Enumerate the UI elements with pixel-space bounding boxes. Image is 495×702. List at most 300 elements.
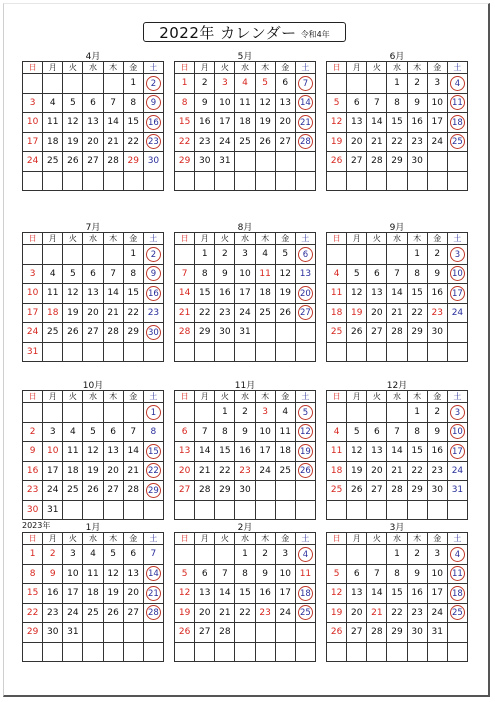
day-cell xyxy=(255,342,275,362)
day-cell xyxy=(83,481,103,501)
circled-day: 1 xyxy=(146,405,161,420)
day-cell xyxy=(327,93,347,113)
day-cell xyxy=(347,74,367,94)
circled-day: 18 xyxy=(298,586,313,601)
day-number: 30 xyxy=(198,156,211,167)
day-number: 27 xyxy=(371,327,383,338)
day-cell xyxy=(295,323,315,343)
day-cell xyxy=(43,342,63,362)
day-cell xyxy=(143,403,163,423)
day-number: 27 xyxy=(350,627,363,638)
month-label: 4月 xyxy=(85,52,101,62)
day-number: 22 xyxy=(239,607,251,618)
day-number: 26 xyxy=(350,327,363,338)
month-label: 8月 xyxy=(237,223,253,233)
day-cell xyxy=(275,323,295,343)
day-number: 8 xyxy=(150,426,157,437)
day-number: 13 xyxy=(371,288,383,299)
day-cell xyxy=(83,442,103,462)
weekday-header: 水 xyxy=(387,233,407,245)
day-number: 17 xyxy=(46,465,59,476)
title-sub: 令和4年 xyxy=(300,29,330,39)
day-number: 2 xyxy=(434,407,441,418)
circled-day: 3 xyxy=(450,247,465,262)
weekday-header: 日 xyxy=(175,233,195,245)
day-cell xyxy=(103,152,123,172)
weekday-header: 木 xyxy=(255,533,275,545)
day-cell xyxy=(347,245,367,265)
day-number: 18 xyxy=(46,307,59,318)
day-number: 7 xyxy=(201,426,208,437)
day-number: 23 xyxy=(431,465,443,476)
day-cell xyxy=(275,303,295,323)
day-cell xyxy=(63,422,83,442)
day-cell xyxy=(215,642,235,662)
weekday-header: 火 xyxy=(63,62,83,74)
day-number: 30 xyxy=(431,485,443,496)
day-cell xyxy=(143,623,163,643)
day-cell xyxy=(327,642,347,662)
day-cell xyxy=(275,603,295,623)
circled-day: 26 xyxy=(298,463,313,478)
weekday-header: 日 xyxy=(327,233,347,245)
day-number: 3 xyxy=(262,407,268,418)
day-cell xyxy=(447,545,467,565)
week-row xyxy=(175,564,316,584)
day-cell xyxy=(175,342,195,362)
day-cell xyxy=(103,323,123,343)
weekday-header: 日 xyxy=(23,62,43,74)
weekday-header: 月 xyxy=(195,233,215,245)
day-cell xyxy=(195,74,215,94)
day-cell xyxy=(103,603,123,623)
day-number: 22 xyxy=(219,465,231,476)
day-cell xyxy=(295,545,315,565)
day-cell xyxy=(143,481,163,501)
day-cell xyxy=(447,403,467,423)
weekday-header: 木 xyxy=(407,533,427,545)
circled-day: 9 xyxy=(146,266,161,281)
day-cell xyxy=(175,403,195,423)
weekday-header-row xyxy=(23,391,164,403)
day-cell xyxy=(447,603,467,623)
day-number: 26 xyxy=(87,485,99,496)
day-cell xyxy=(275,500,295,520)
day-cell xyxy=(195,171,215,191)
day-number: 17 xyxy=(219,117,231,128)
weekday-header: 木 xyxy=(255,62,275,74)
day-number: 26 xyxy=(350,485,363,496)
weekday-header: 金 xyxy=(123,533,143,545)
day-number: 10 xyxy=(26,117,39,128)
circled-day: 21 xyxy=(298,115,313,130)
day-cell xyxy=(123,74,143,94)
day-cell xyxy=(143,113,163,133)
week-row xyxy=(23,323,164,343)
day-number: 20 xyxy=(87,136,99,147)
day-number: 12 xyxy=(87,446,99,457)
circled-day: 22 xyxy=(146,463,161,478)
day-cell xyxy=(175,545,195,565)
day-number: 31 xyxy=(67,627,79,638)
day-number: 19 xyxy=(67,307,79,318)
day-cell xyxy=(447,481,467,501)
day-cell xyxy=(43,132,63,152)
week-row xyxy=(175,603,316,623)
day-cell xyxy=(215,403,235,423)
day-cell xyxy=(255,403,275,423)
day-number: 3 xyxy=(434,78,441,89)
day-cell xyxy=(23,603,43,623)
day-number: 4 xyxy=(90,549,96,560)
day-number: 19 xyxy=(178,607,191,618)
day-cell xyxy=(255,132,275,152)
circled-day: 7 xyxy=(298,76,313,91)
month-label: 12月 xyxy=(386,381,408,391)
day-cell xyxy=(123,284,143,304)
day-cell xyxy=(215,584,235,604)
day-number: 8 xyxy=(394,568,400,579)
day-number: 2 xyxy=(262,549,268,560)
month-calendar xyxy=(22,52,164,191)
day-number: 9 xyxy=(434,268,441,279)
day-cell xyxy=(427,545,447,565)
day-cell xyxy=(387,403,407,423)
day-number: 16 xyxy=(411,588,423,599)
day-number: 29 xyxy=(198,327,211,338)
day-cell xyxy=(143,74,163,94)
weekday-header: 土 xyxy=(143,533,163,545)
day-cell xyxy=(143,342,163,362)
weekday-header: 日 xyxy=(327,533,347,545)
day-number: 3 xyxy=(29,268,36,279)
day-number: 28 xyxy=(127,485,139,496)
day-cell xyxy=(327,442,347,462)
day-number: 3 xyxy=(221,78,228,89)
day-number: 5 xyxy=(69,268,76,279)
day-cell xyxy=(195,422,215,442)
day-cell xyxy=(427,500,447,520)
day-cell xyxy=(83,342,103,362)
day-cell xyxy=(327,342,347,362)
day-cell xyxy=(387,545,407,565)
weekday-header: 土 xyxy=(143,391,163,403)
day-cell xyxy=(123,113,143,133)
circled-day: 2 xyxy=(146,247,161,262)
day-number: 25 xyxy=(239,136,251,147)
month-table xyxy=(326,390,468,520)
day-cell xyxy=(235,500,255,520)
day-cell xyxy=(427,171,447,191)
day-cell xyxy=(215,603,235,623)
day-cell xyxy=(347,113,367,133)
day-cell xyxy=(103,481,123,501)
day-cell xyxy=(23,113,43,133)
day-cell xyxy=(367,303,387,323)
day-cell xyxy=(83,93,103,113)
day-number: 4 xyxy=(49,97,56,108)
day-cell xyxy=(275,342,295,362)
week-row xyxy=(23,403,164,423)
day-cell xyxy=(195,642,215,662)
month-table xyxy=(326,532,468,662)
day-cell xyxy=(427,481,447,501)
weekday-header: 日 xyxy=(327,62,347,74)
day-cell xyxy=(255,303,275,323)
month-table xyxy=(174,61,316,191)
day-number: 9 xyxy=(49,568,56,579)
day-number: 29 xyxy=(178,156,191,167)
month-calendar xyxy=(22,521,164,662)
day-cell xyxy=(235,442,255,462)
day-number: 6 xyxy=(353,568,360,579)
day-cell xyxy=(195,323,215,343)
month-label: 1月 xyxy=(85,523,101,533)
weekday-header: 金 xyxy=(427,62,447,74)
day-number: 1 xyxy=(130,78,137,89)
day-number: 8 xyxy=(130,268,137,279)
day-cell xyxy=(427,603,447,623)
day-cell xyxy=(407,303,427,323)
day-cell xyxy=(103,545,123,565)
day-number: 13 xyxy=(371,446,383,457)
day-cell xyxy=(83,500,103,520)
day-number: 24 xyxy=(26,327,39,338)
day-cell xyxy=(195,481,215,501)
day-cell xyxy=(63,113,83,133)
weekday-header: 金 xyxy=(123,391,143,403)
day-cell xyxy=(235,284,255,304)
month-calendar xyxy=(326,523,468,662)
day-cell xyxy=(63,564,83,584)
day-cell xyxy=(367,171,387,191)
day-cell xyxy=(407,171,427,191)
day-cell xyxy=(123,323,143,343)
day-cell xyxy=(215,442,235,462)
day-cell xyxy=(123,623,143,643)
day-cell xyxy=(215,303,235,323)
circled-day: 25 xyxy=(450,134,465,149)
day-cell xyxy=(387,422,407,442)
day-cell xyxy=(447,323,467,343)
week-row xyxy=(175,303,316,323)
day-number: 15 xyxy=(198,288,211,299)
day-cell xyxy=(123,342,143,362)
day-cell xyxy=(447,584,467,604)
day-cell xyxy=(407,323,427,343)
circled-day: 4 xyxy=(450,76,465,91)
day-cell xyxy=(235,422,255,442)
month-calendar xyxy=(174,523,316,662)
day-cell xyxy=(387,245,407,265)
day-cell xyxy=(195,284,215,304)
day-cell xyxy=(387,113,407,133)
day-cell xyxy=(407,245,427,265)
day-number: 20 xyxy=(107,465,119,476)
day-number: 9 xyxy=(29,446,36,457)
day-cell xyxy=(295,422,315,442)
day-number: 2 xyxy=(414,549,420,560)
day-cell xyxy=(407,481,427,501)
day-number: 12 xyxy=(330,588,343,599)
day-cell xyxy=(103,264,123,284)
day-number: 6 xyxy=(181,426,188,437)
day-cell xyxy=(327,422,347,442)
circled-day: 10 xyxy=(450,424,465,439)
day-cell xyxy=(387,152,407,172)
week-row xyxy=(175,442,316,462)
circled-day: 6 xyxy=(298,247,313,262)
week-row xyxy=(23,171,164,191)
day-cell xyxy=(43,500,63,520)
week-row xyxy=(327,323,468,343)
day-number: 24 xyxy=(67,607,79,618)
day-cell xyxy=(195,623,215,643)
day-cell xyxy=(123,603,143,623)
weekday-header: 月 xyxy=(347,62,367,74)
day-cell xyxy=(387,584,407,604)
day-cell xyxy=(235,74,255,94)
week-row xyxy=(327,403,468,423)
day-number: 11 xyxy=(46,117,59,128)
day-cell xyxy=(23,403,43,423)
week-row xyxy=(23,461,164,481)
day-cell xyxy=(143,284,163,304)
week-row xyxy=(327,152,468,172)
day-number: 12 xyxy=(350,446,363,457)
day-cell xyxy=(387,461,407,481)
day-cell xyxy=(143,171,163,191)
day-cell xyxy=(63,603,83,623)
day-cell xyxy=(83,284,103,304)
day-number: 14 xyxy=(107,117,119,128)
day-number: 30 xyxy=(219,327,231,338)
day-cell xyxy=(327,264,347,284)
day-number: 4 xyxy=(69,426,76,437)
day-cell xyxy=(123,564,143,584)
day-number: 18 xyxy=(87,588,99,599)
day-cell xyxy=(275,74,295,94)
day-number: 7 xyxy=(181,268,188,279)
day-number: 28 xyxy=(107,327,119,338)
day-cell xyxy=(367,113,387,133)
day-number: 31 xyxy=(431,627,443,638)
day-number: 21 xyxy=(391,465,403,476)
day-number: 29 xyxy=(391,156,403,167)
day-cell xyxy=(347,603,367,623)
day-number: 18 xyxy=(330,465,343,476)
weekday-header: 金 xyxy=(275,391,295,403)
day-cell xyxy=(327,284,347,304)
circled-day: 4 xyxy=(450,547,465,562)
day-number: 28 xyxy=(178,327,191,338)
day-number: 28 xyxy=(391,327,403,338)
day-cell xyxy=(123,171,143,191)
day-cell xyxy=(387,642,407,662)
day-cell xyxy=(387,623,407,643)
day-cell xyxy=(275,403,295,423)
day-number: 24 xyxy=(431,607,443,618)
day-cell xyxy=(43,245,63,265)
week-row xyxy=(23,500,164,520)
day-number: 11 xyxy=(279,426,291,437)
weekday-header: 金 xyxy=(275,62,295,74)
day-number: 7 xyxy=(373,97,380,108)
circled-day: 20 xyxy=(298,286,313,301)
day-number: 11 xyxy=(46,288,59,299)
day-cell xyxy=(347,132,367,152)
day-number: 6 xyxy=(110,426,116,437)
month-table xyxy=(22,232,164,362)
day-cell xyxy=(347,461,367,481)
circled-day: 2 xyxy=(146,76,161,91)
weekday-header: 日 xyxy=(23,233,43,245)
weekday-header: 土 xyxy=(447,391,467,403)
day-cell xyxy=(63,442,83,462)
day-cell xyxy=(235,584,255,604)
day-number: 13 xyxy=(87,288,99,299)
day-cell xyxy=(175,264,195,284)
day-number: 28 xyxy=(198,485,211,496)
week-row xyxy=(175,264,316,284)
day-cell xyxy=(427,642,447,662)
weekday-header: 日 xyxy=(327,391,347,403)
day-number: 27 xyxy=(87,156,99,167)
week-row xyxy=(327,74,468,94)
day-number: 26 xyxy=(178,627,191,638)
day-number: 6 xyxy=(201,568,208,579)
day-cell xyxy=(143,264,163,284)
circled-day: 4 xyxy=(298,547,313,562)
weekday-header: 月 xyxy=(43,62,63,74)
day-cell xyxy=(235,152,255,172)
day-number: 20 xyxy=(127,588,139,599)
day-cell xyxy=(143,132,163,152)
week-row xyxy=(175,132,316,152)
day-cell xyxy=(63,342,83,362)
day-cell xyxy=(63,642,83,662)
day-cell xyxy=(195,93,215,113)
day-cell xyxy=(255,461,275,481)
circled-day: 14 xyxy=(146,566,161,581)
day-number: 18 xyxy=(330,307,343,318)
day-number: 26 xyxy=(67,156,79,167)
day-cell xyxy=(447,132,467,152)
day-number: 10 xyxy=(26,288,39,299)
day-cell xyxy=(407,93,427,113)
day-number: 28 xyxy=(391,485,403,496)
week-row xyxy=(23,245,164,265)
day-cell xyxy=(23,461,43,481)
day-number: 5 xyxy=(90,426,96,437)
day-cell xyxy=(447,113,467,133)
day-number: 23 xyxy=(431,307,443,318)
day-number: 2 xyxy=(201,78,208,89)
day-number: 5 xyxy=(333,97,340,108)
day-cell xyxy=(367,545,387,565)
day-number: 17 xyxy=(259,446,271,457)
weekday-header: 金 xyxy=(275,233,295,245)
day-cell xyxy=(43,481,63,501)
week-row xyxy=(23,264,164,284)
weekday-header: 水 xyxy=(83,62,103,74)
day-number: 12 xyxy=(350,288,363,299)
day-cell xyxy=(367,403,387,423)
day-number: 27 xyxy=(350,156,363,167)
day-cell xyxy=(327,564,347,584)
day-cell xyxy=(347,545,367,565)
day-cell xyxy=(347,623,367,643)
